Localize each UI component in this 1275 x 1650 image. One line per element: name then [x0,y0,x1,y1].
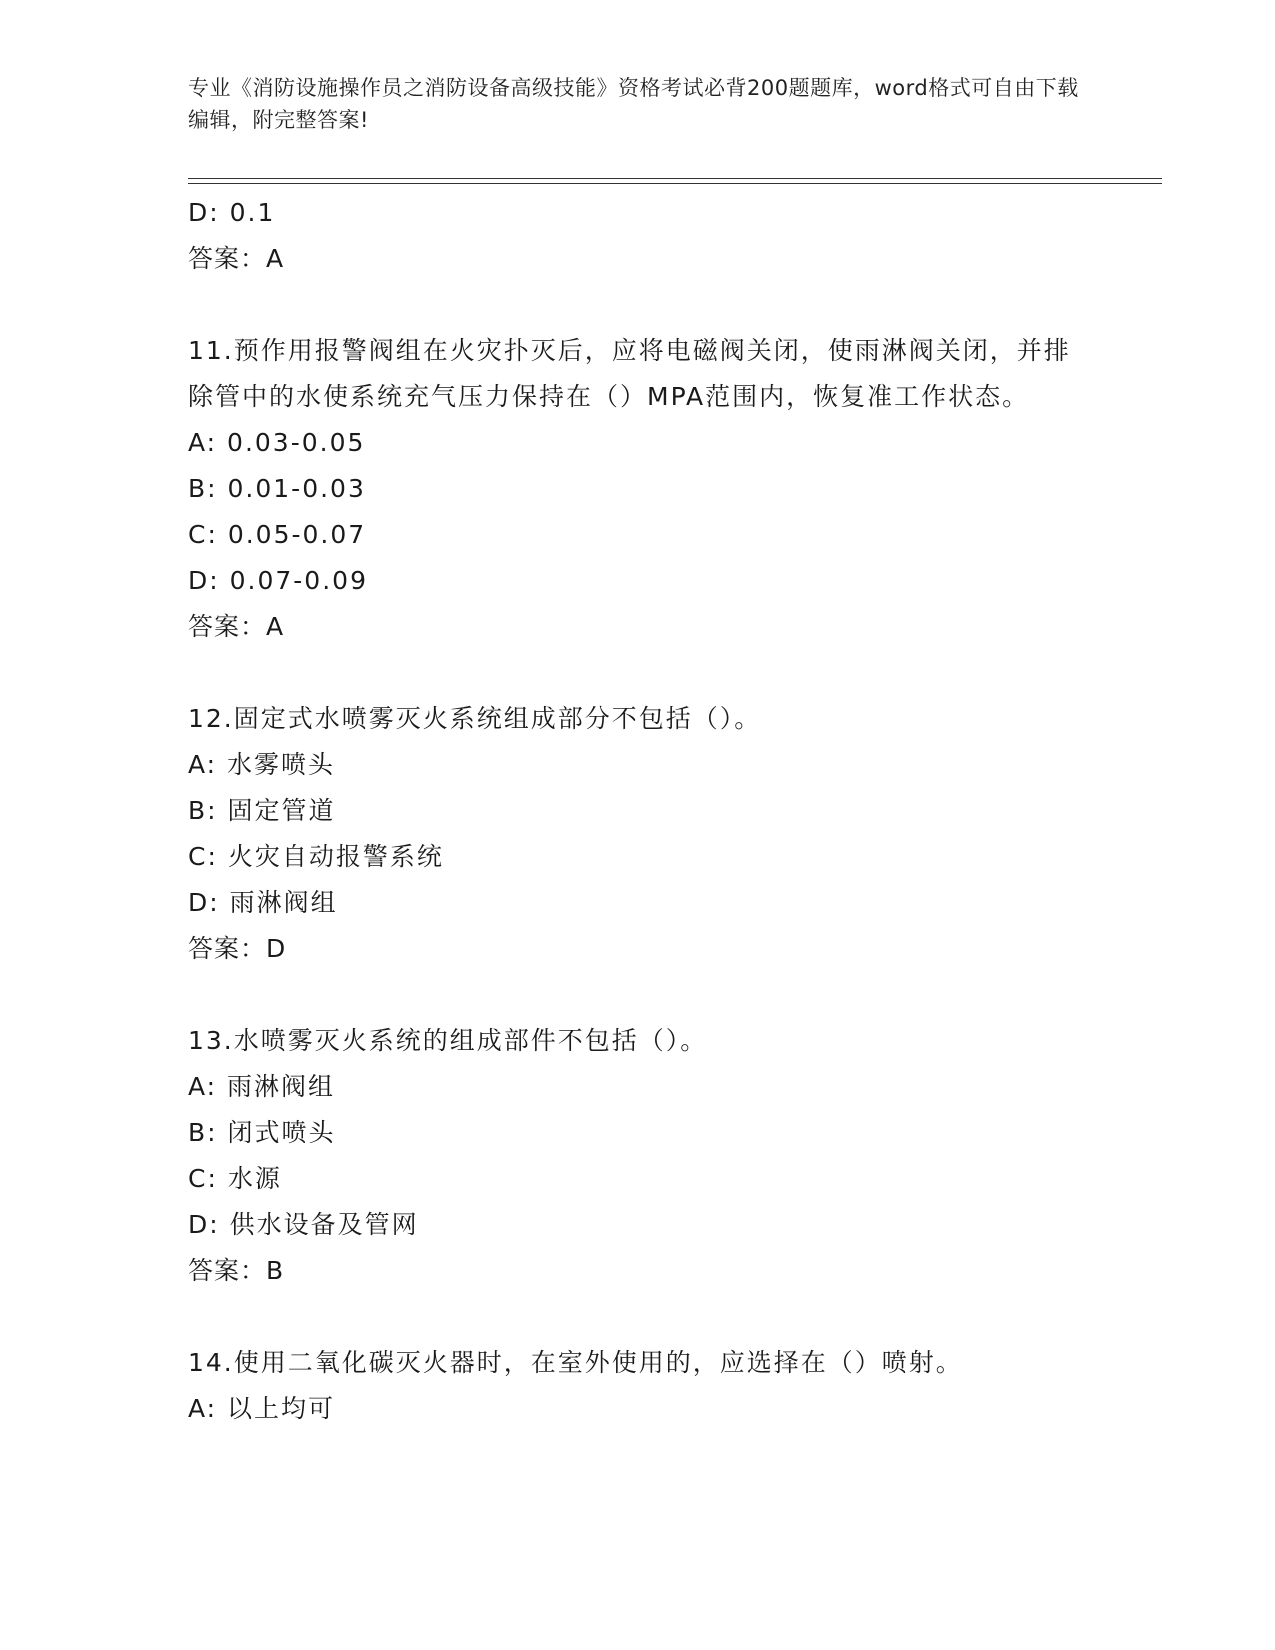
question-11 [188,328,1088,650]
option-d: D: 供水设备及管网 [188,1210,419,1239]
document-header: 专业《消防设施操作员之消防设备高级技能》资格考试必背200题题库，word格式可自由下载编辑，附完整答案! [188,76,1079,132]
question-13 [188,1018,1088,1294]
answer: 答案：A [188,612,285,641]
option-d: D: 雨淋阀组 [188,888,338,917]
answer: 答案：B [188,1256,285,1285]
question-stem: 14.使用二氧化碳灭火器时，在室外使用的，应选择在（）喷射。 [188,1348,963,1377]
option-a: A: 水雾喷头 [188,750,336,779]
question-content [188,190,1088,1432]
option-c: C: 火灾自动报警系统 [188,842,444,871]
question-stem: 11.预作用报警阀组在火灾扑灭后，应将电磁阀关闭，使雨淋阀关闭，并排除管中的水使系统充气压力保持在（）MPA范围内，恢复准工作状态。 [188,336,1071,411]
question-stem: 12.固定式水喷雾灭火系统组成部分不包括（）。 [188,704,762,733]
option-b: B: 闭式喷头 [188,1118,336,1147]
option-a: A: 以上均可 [188,1394,336,1423]
question-14 [188,1340,1088,1432]
option-c: C: 0.05-0.07 [188,520,367,549]
question-12 [188,696,1088,972]
option-d: D: 0.1 [188,198,276,227]
option-d: D: 0.07-0.09 [188,566,368,595]
previous-question-tail [188,190,1088,282]
answer: 答案：A [188,244,285,273]
header-rule-bottom [188,183,1162,184]
answer: 答案：D [188,934,287,963]
question-stem: 13.水喷雾灭火系统的组成部件不包括（）。 [188,1026,708,1055]
option-b: B: 固定管道 [188,796,336,825]
option-a: A: 雨淋阀组 [188,1072,336,1101]
option-a: A: 0.03-0.05 [188,428,366,457]
header-rule-top [188,178,1162,179]
option-b: B: 0.01-0.03 [188,474,366,503]
option-c: C: 水源 [188,1164,282,1193]
